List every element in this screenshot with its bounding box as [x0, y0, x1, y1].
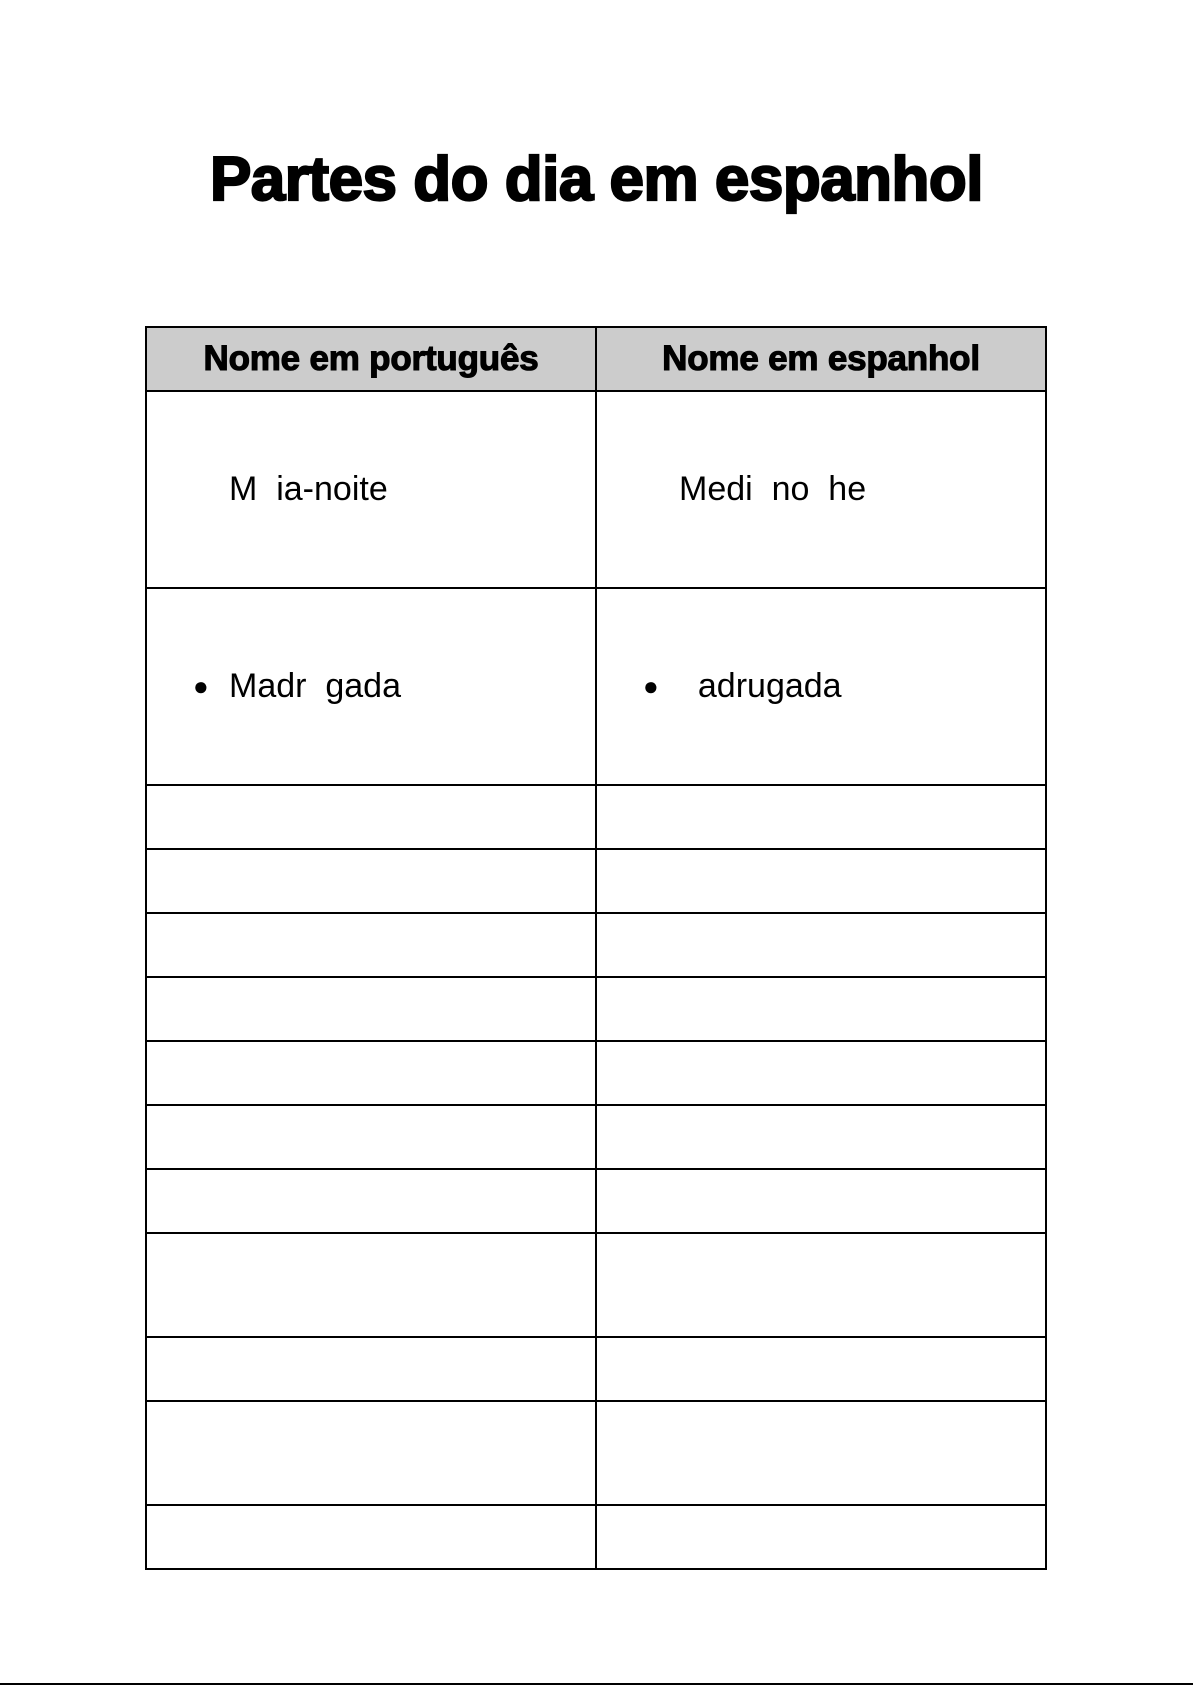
bullet-icon: ●	[643, 671, 659, 701]
cell-spanish[interactable]	[596, 1105, 1046, 1169]
cell-text: adrugada	[679, 667, 842, 705]
cell-portuguese[interactable]	[146, 1233, 596, 1337]
cell-spanish[interactable]	[596, 849, 1046, 913]
cell-portuguese[interactable]	[146, 1041, 596, 1105]
cell-text: M ia-noite	[229, 470, 388, 508]
cell-portuguese[interactable]	[146, 977, 596, 1041]
cell-text: Medi no he	[679, 470, 867, 508]
cell-portuguese[interactable]	[146, 913, 596, 977]
cell-spanish[interactable]	[596, 1505, 1046, 1569]
cell-spanish	[596, 391, 1046, 588]
bullet-icon: ●	[193, 671, 209, 701]
table-row	[146, 1233, 1046, 1337]
header-spanish: Nome em espanhol	[596, 327, 1046, 391]
cell-portuguese[interactable]	[146, 1505, 596, 1569]
table-row	[146, 1401, 1046, 1505]
cell-spanish	[596, 588, 1046, 785]
table-row	[146, 1105, 1046, 1169]
table-row	[146, 977, 1046, 1041]
cell-spanish[interactable]	[596, 1169, 1046, 1233]
cell-spanish[interactable]	[596, 977, 1046, 1041]
table-row	[146, 1337, 1046, 1401]
cell-portuguese[interactable]	[146, 1105, 596, 1169]
table-row	[146, 1041, 1046, 1105]
table-row	[146, 785, 1046, 849]
table-row	[146, 1505, 1046, 1569]
table-row	[146, 913, 1046, 977]
cell-spanish[interactable]	[596, 1337, 1046, 1401]
cell-spanish[interactable]	[596, 1233, 1046, 1337]
vocabulary-table	[145, 326, 1047, 1570]
cell-text: Madr gada	[229, 667, 401, 705]
table-row	[146, 849, 1046, 913]
cell-portuguese[interactable]	[146, 849, 596, 913]
page-title: Partes do dia em espanhol	[209, 145, 984, 214]
cell-portuguese[interactable]	[146, 1169, 596, 1233]
cell-portuguese	[146, 588, 596, 785]
cell-portuguese[interactable]	[146, 785, 596, 849]
header-portuguese: Nome em português	[146, 327, 596, 391]
table-row	[146, 391, 1046, 588]
table-row	[146, 588, 1046, 785]
cell-portuguese[interactable]	[146, 1337, 596, 1401]
table-row	[146, 1169, 1046, 1233]
cell-spanish[interactable]	[596, 785, 1046, 849]
table-header-row	[146, 327, 1046, 391]
cell-portuguese	[146, 391, 596, 588]
cell-spanish[interactable]	[596, 1401, 1046, 1505]
cell-spanish[interactable]	[596, 913, 1046, 977]
cell-portuguese[interactable]	[146, 1401, 596, 1505]
cell-spanish[interactable]	[596, 1041, 1046, 1105]
